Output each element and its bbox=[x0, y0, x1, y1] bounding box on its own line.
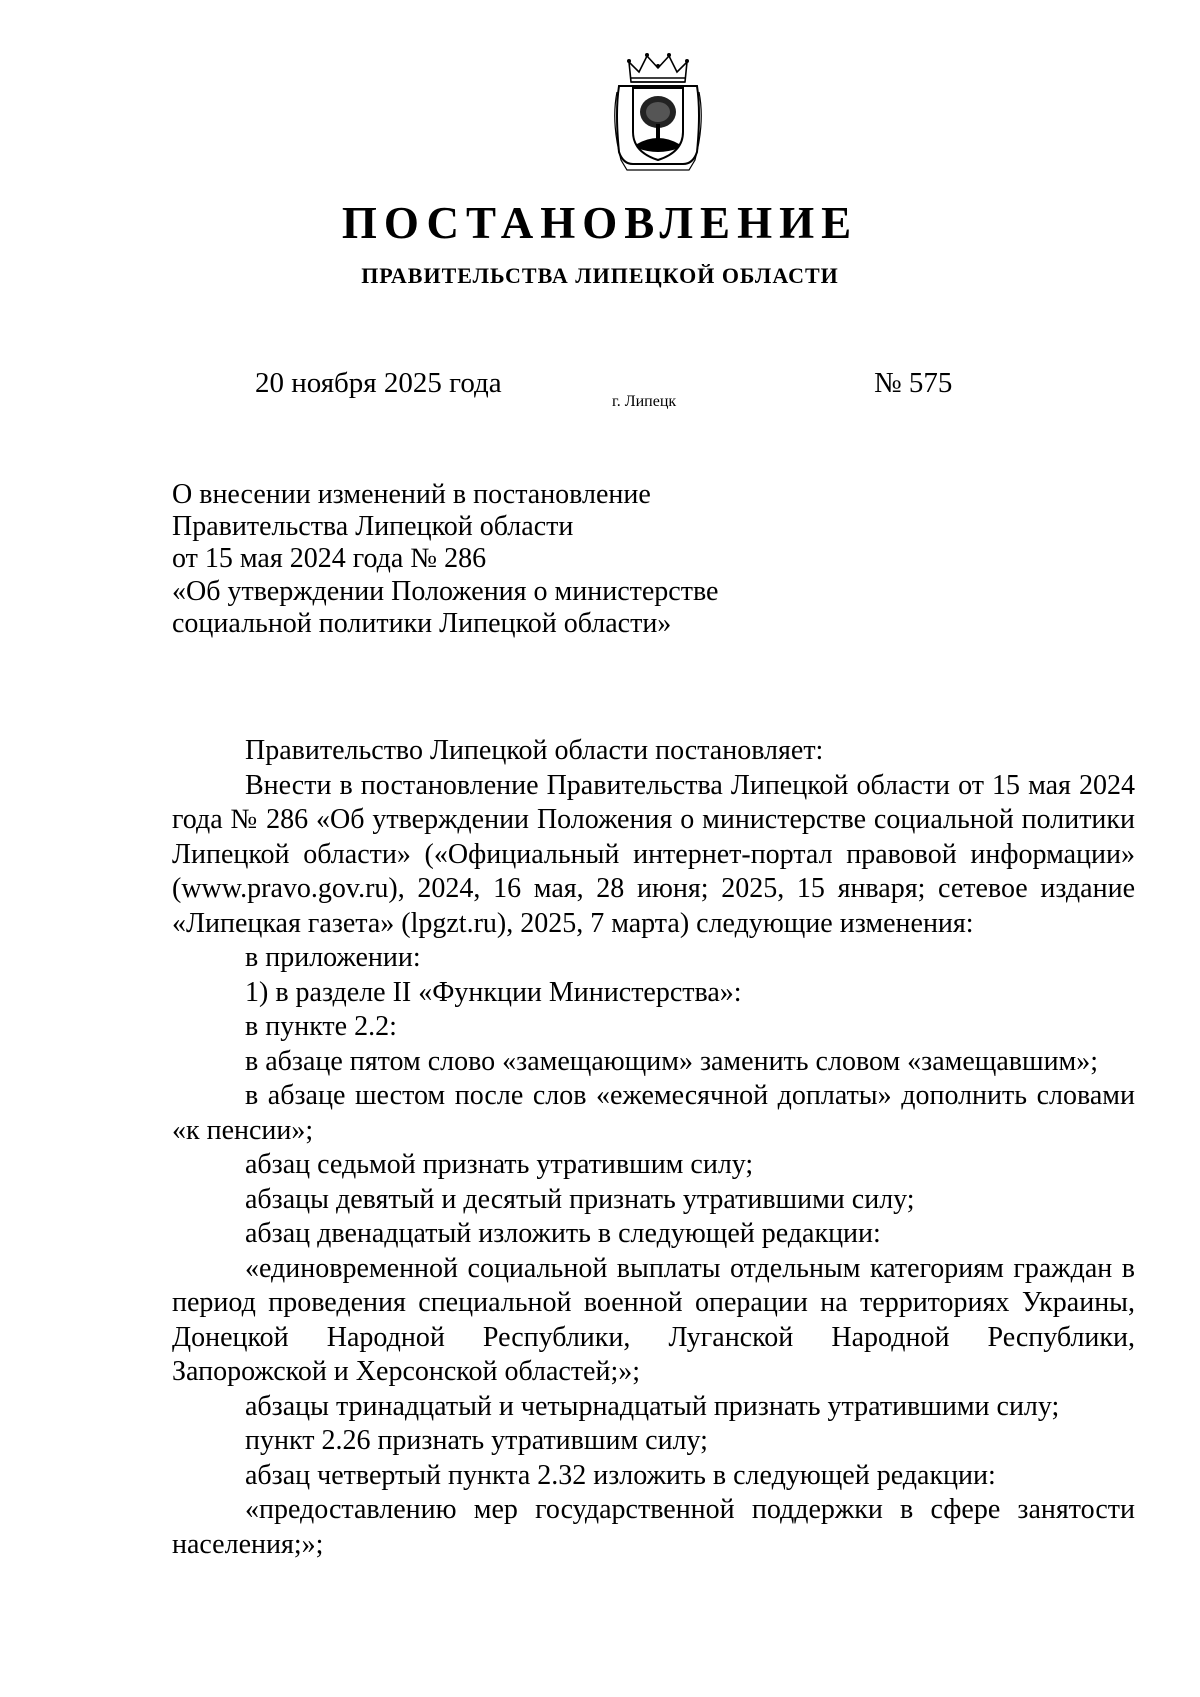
document-body bbox=[172, 734, 1135, 1562]
heading-line: от 15 мая 2024 года № 286 bbox=[172, 543, 487, 575]
body-paragraph: «предоставлению мер государственной поддержки в сфере занятости населения;»; bbox=[172, 1494, 1135, 1560]
document-heading bbox=[172, 479, 872, 640]
body-paragraph: абзацы девятый и десятый признать утратившими силу; bbox=[245, 1183, 915, 1215]
body-paragraph: Внести в постановление Правительства Липецкой области от 15 мая 2024 года № 286 «Об утверждении Положения о министерстве социальной политики Липецкой области» («Официальный интернет-портал правовой информации» (www.pravo.gov.ru), 2024, 16 мая, 28 июня; 2025, 15 января; сетевое издание «Липецкая газета» (lpgzt.ru), 2025, 7 марта) следующие изменения: bbox=[172, 769, 1135, 939]
body-paragraph: в абзаце пятом слово «замещающим» заменить словом «замещавшим»; bbox=[245, 1045, 1099, 1077]
heading-line: О внесении изменений в постановление bbox=[172, 479, 651, 510]
heading-line: Правительства Липецкой области bbox=[172, 511, 574, 543]
heading-line: «Об утверждении Положения о министерстве bbox=[172, 575, 719, 607]
body-paragraph: в абзаце шестом после слов «ежемесячной доплаты» дополнить словами «к пенсии»; bbox=[172, 1080, 1135, 1146]
body-paragraph: 1) в разделе II «Функции Министерства»: bbox=[245, 976, 742, 1008]
document-subtitle: ПРАВИТЕЛЬСТВА ЛИПЕЦКОЙ ОБЛАСТИ bbox=[361, 263, 839, 288]
document-title: ПОСТАНОВЛЕНИЕ bbox=[341, 198, 859, 248]
body-paragraph: в пункте 2.2: bbox=[245, 1011, 397, 1042]
body-paragraph: пункт 2.26 признать утратившим силу; bbox=[245, 1425, 708, 1456]
coat-of-arms-icon bbox=[613, 52, 703, 174]
body-paragraph: «единовременной социальной выплаты отдельным категориям граждан в период проведения специальной военной операции на территориях Украины, Донецкой Народной Республики, Луганской Народной Республики, Запорожской и Херсонской областей;»; bbox=[172, 1252, 1135, 1387]
body-paragraph: абзац двенадцатый изложить в следующей редакции: bbox=[245, 1218, 881, 1249]
body-paragraph: Правительство Липецкой области постановляет: bbox=[245, 735, 824, 766]
document-city: г. Липецк bbox=[612, 393, 677, 410]
body-paragraph: в приложении: bbox=[245, 942, 421, 973]
heading-line: социальной политики Липецкой области» bbox=[172, 607, 672, 639]
body-paragraph: абзац четвертый пункта 2.32 изложить в следующей редакции: bbox=[245, 1459, 996, 1491]
document-number: № 575 bbox=[874, 367, 953, 399]
body-paragraph: абзацы тринадцатый и четырнадцатый признать утратившими силу; bbox=[245, 1390, 1060, 1422]
document-date: 20 ноября 2025 года bbox=[255, 367, 502, 399]
body-paragraph: абзац седьмой признать утратившим силу; bbox=[245, 1149, 754, 1180]
